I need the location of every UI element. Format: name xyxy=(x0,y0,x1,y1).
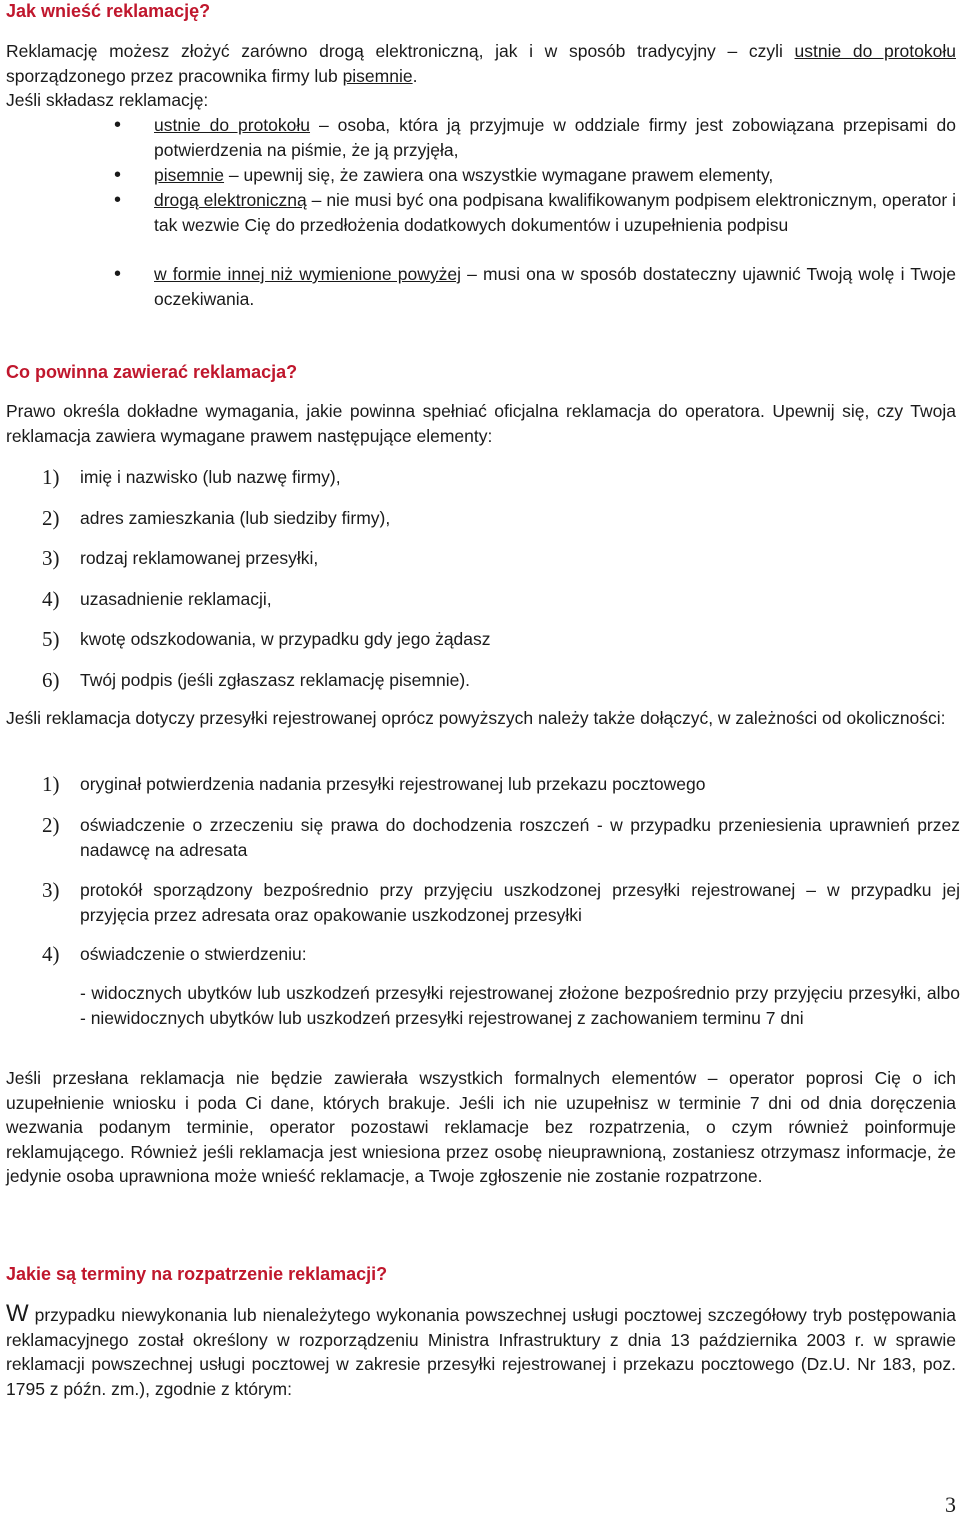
bullet-item-written: pisemnie – upewnij się, że zawiera ona wszystkie wymagane prawem elementy, xyxy=(154,165,774,185)
bullet-icon: • xyxy=(114,114,122,136)
list-number: 1) xyxy=(42,465,60,489)
list-number: 6) xyxy=(42,668,60,692)
requirements-intro: Prawo określa dokładne wymagania, jakie powinna spełniać oficjalna reklamacja do operatora. Upewnij się, czy Twoja reklamacja zawiera wymagane prawem następujące elementy: xyxy=(6,401,956,446)
registered-intro: Jeśli reklamacja dotyczy przesyłki rejestrowanej oprócz powyższych należy także dołączyć, w zależności od okoliczności: xyxy=(6,708,946,728)
registered-item: oryginał potwierdzenia nadania przesyłki rejestrowanej lub przekazu pocztowego xyxy=(80,774,706,794)
link-oral-protocol[interactable]: ustnie do protokołu xyxy=(794,41,956,61)
heading-what-to-include: Co powinna zawierać reklamacja? xyxy=(6,362,298,382)
list-number: 4) xyxy=(42,942,60,966)
list-number: 1) xyxy=(42,772,60,796)
terms-paragraph: W przypadku niewykonania lub nienależytego wykonania powszechnej usługi pocztowej szczegółowy tryb postępowania reklamacyjnego został określony w rozporządzeniu Ministra Infrastruktury z dnia 13 października 2003 r. w sprawie reklamacji powszechnej usługi pocztowej w zakresie przesyłki rejestrowanej i przekazu pocztowego (Dz.U. Nr 183, poz. 1795 z późn. zm.), zgodnie z którym: xyxy=(6,1300,956,1399)
requirement-item: adres zamieszkania (lub siedziby firmy), xyxy=(80,508,391,528)
bullet-icon: • xyxy=(114,164,122,186)
bullet-icon: • xyxy=(114,189,122,211)
list-number: 3) xyxy=(42,546,60,570)
requirement-item: kwotę odszkodowania, w przypadku gdy jego żądasz xyxy=(80,629,491,649)
list-number: 3) xyxy=(42,878,60,902)
bullet-item-other-form: w formie innej niż wymienione powyżej – musi ona w sposób dostateczny ujawnić Twoją wolę i Twoje oczekiwania. xyxy=(154,264,956,309)
registered-item: oświadczenie o zrzeczeniu się prawa do dochodzenia roszczeń - w przypadku przeniesienia uprawnień przez nadawcę na adresata xyxy=(80,815,960,860)
heading-how-to-file: Jak wnieść reklamację? xyxy=(6,1,211,21)
missing-elements-paragraph: Jeśli przesłana reklamacja nie będzie zawierała wszystkich formalnych elementów – operator poprosi Cię o ich uzupełnienie wniosku i poda Ci dane, których brakuje. Jeśli ich nie uzupełnisz w terminie 7 dni od dnia doręczenia wezwania podanym terminie, operator pozostawi reklamacje bez rozpatrzenia, o czym również poinformuje reklamującego. Również jeśli reklamacja jest wniesiona przez osobę nieuprawnioną, zostaniesz otrzymasz informacje, że jedynie osoba uprawniona może wnieść reklamacje, a Twoje zgłoszenie nie zostanie rozpatrzone. xyxy=(6,1068,956,1186)
bullet-item-electronic: drogą elektroniczną – nie musi być ona podpisana kwalifikowanym podpisem elektronicznym, operator i tak wezwie Cię do przedłożenia dodatkowych dokumentów i uzupełnienia podpisu xyxy=(154,190,957,235)
heading-deadlines: Jakie są terminy na rozpatrzenie reklamacji? xyxy=(6,1264,388,1284)
registered-item-4-sub: - widocznych ubytków lub uszkodzeń przesyłki rejestrowanej złożone bezpośrednio przy przyjęciu przesyłki, albo - niewidocznych ubytków lub uszkodzeń przesyłki rejestrowanej z zachowaniem terminu 7 dni xyxy=(80,983,960,1028)
registered-item: protokół sporządzony bezpośrednio przy przyjęciu uszkodzonej przesyłki rejestrowanej – w przypadku jej przyjęcia przez adresata oraz opakowanie uszkodzonej przesyłki xyxy=(80,880,960,925)
requirement-item: Twój podpis (jeśli zgłaszasz reklamację pisemnie). xyxy=(80,670,471,690)
list-number: 2) xyxy=(42,813,60,837)
intro-paragraph: Reklamację możesz złożyć zarówno drogą elektroniczną, jak i w sposób tradycyjny – czyli ustnie do protokołu sporządzonego przez pracownika firmy lub pisemnie. xyxy=(6,41,956,86)
requirement-item: rodzaj reklamowanej przesyłki, xyxy=(80,548,319,568)
link-written[interactable]: pisemnie xyxy=(342,65,413,86)
bullet-icon: • xyxy=(114,263,122,285)
bullet-item-oral: ustnie do protokołu – osoba, która ją przyjmuje w oddziale firmy jest zobowiązana przepisami do potwierdzenia na piśmie, że ją przyjęła, xyxy=(154,115,956,160)
list-number: 4) xyxy=(42,587,60,611)
requirement-item: imię i nazwisko (lub nazwę firmy), xyxy=(80,467,341,487)
intro-line-2: Jeśli składasz reklamację: xyxy=(6,90,209,110)
list-number: 5) xyxy=(42,627,60,651)
page-number: 3 xyxy=(945,1492,956,1517)
registered-item: oświadczenie o stwierdzeniu: xyxy=(80,944,307,964)
requirement-item: uzasadnienie reklamacji, xyxy=(80,589,272,609)
list-number: 2) xyxy=(42,506,60,530)
